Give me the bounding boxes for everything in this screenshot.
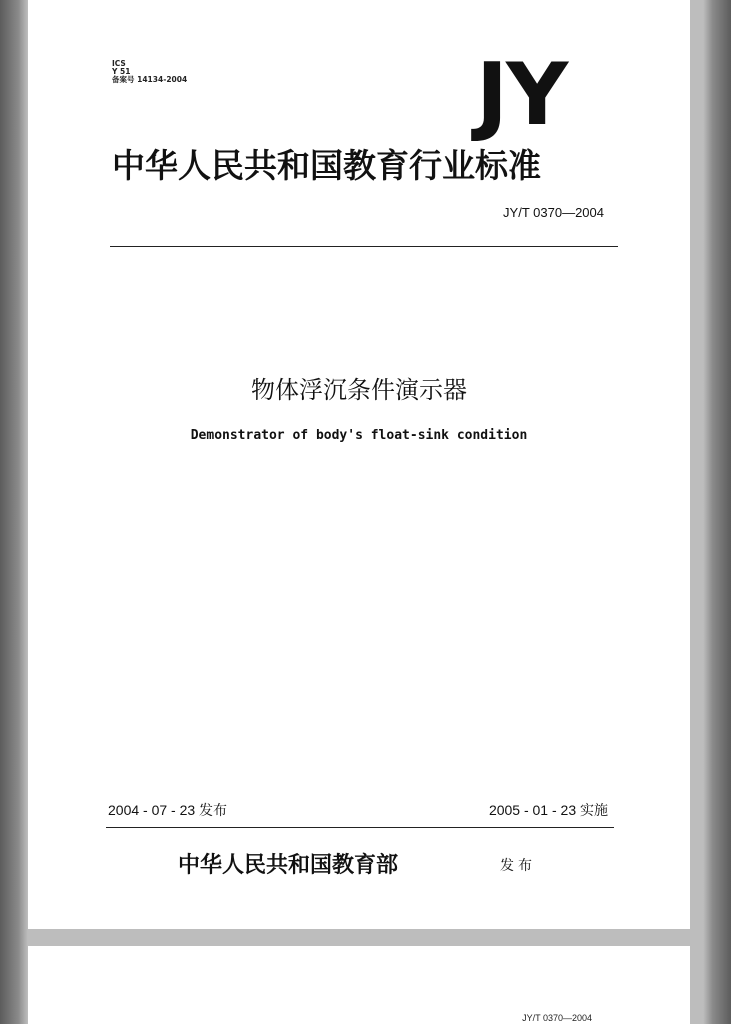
standard-number: JY/T 0370—2004: [503, 205, 604, 220]
standard-title: 中华人民共和国教育行业标准: [112, 146, 541, 185]
classification-block: [112, 60, 187, 84]
document-title-cn: 物体浮沉条件演示器: [251, 376, 467, 404]
ics-label: ICS: [112, 59, 126, 68]
publisher-name: 中华人民共和国教育部: [178, 853, 399, 878]
issue-date: 2004 - 07 - 23 发布: [108, 802, 228, 818]
document-title-en: Demonstrator of body's float-sink condition: [190, 428, 528, 443]
footer-divider: [106, 827, 614, 828]
implementation-date: 2005 - 01 - 23 实施: [488, 802, 608, 818]
header-divider: [110, 246, 618, 247]
classification-code: Y 51: [112, 67, 131, 76]
jy-logo: JY: [476, 45, 567, 145]
document-page-2: [28, 946, 690, 1024]
publish-label: 发布: [500, 858, 536, 874]
document-page-1: [28, 0, 690, 929]
filing-number: 备案号 14134-2004: [112, 75, 188, 84]
page2-standard-number: JY/T 0370—2004: [522, 1013, 592, 1023]
